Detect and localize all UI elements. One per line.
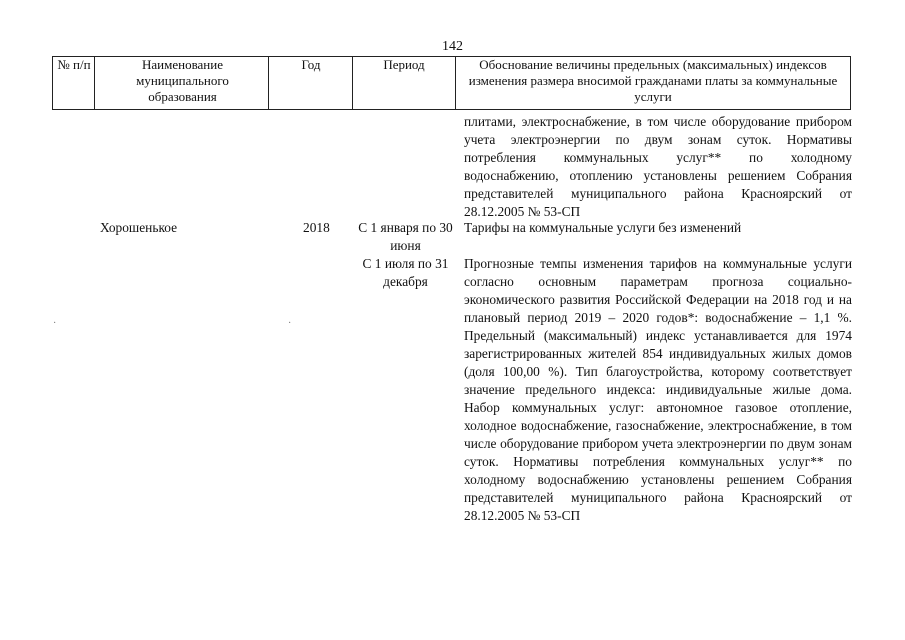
scan-speck: ·: [53, 318, 57, 329]
basis-second-half: Прогнозные темпы изменения тарифов на коммунальные услуги согласно основным параметрам прогноза социально-экономического развития Российской Федерации на 2018 год и на плановый период 2019 – 2020 годов*: водоснабжение – 1,1 %. Предельный (максимальный) индекс устанавливается для 1974 зарегистрированных жителей 854 индивидуальных жилых домов (доля 100,00 %). Тип благоустройства, которому соответствует значение предельного индекса: индивидуальные жилые дома. Набор коммунальных услуг: автономное газовое отопление, холодное водоснабжение, газоснабжение, электроснабжение, в том числе оборудование прибором учета электроэнергии по двум зонам суток. Нормативы потребления коммунальных услуг** по холодному водоснабжению установлены решением Собрания представителей муниципального района Красноярский от 28.12.2005 № 53-СП: [464, 256, 852, 523]
header-col-period: Период: [383, 57, 425, 72]
header-col-year: Год: [301, 57, 321, 72]
municipality-name: Хорошенькое: [100, 220, 178, 235]
period-first-half: С 1 января по 30 июня: [358, 220, 453, 253]
basis-first-half: Тарифы на коммунальные услуги без изменений: [464, 220, 742, 235]
scan-speck: ·: [288, 318, 292, 329]
header-col-basis: Обоснование величины предельных (максимальных) индексов изменения размера вносимой гражданами платы за коммунальные услуги: [468, 57, 838, 104]
year-value: 2018: [303, 220, 330, 235]
continued-basis-text: плитами, электроснабжение, в том числе оборудование прибором учета электроэнергии по двум зонам суток. Нормативы потребления коммунальных услуг** по холодному водоснабжению, отоплению установлены решением Собрания представителей муниципального района Красноярский от 28.12.2005 № 53-СП: [464, 114, 852, 219]
header-col-number: № п/п: [57, 57, 91, 72]
page-number: 142: [442, 39, 463, 54]
header-col-municipality: Наименование муниципального образования: [136, 57, 229, 104]
period-second-half: С 1 июля по 31 декабря: [362, 256, 449, 289]
